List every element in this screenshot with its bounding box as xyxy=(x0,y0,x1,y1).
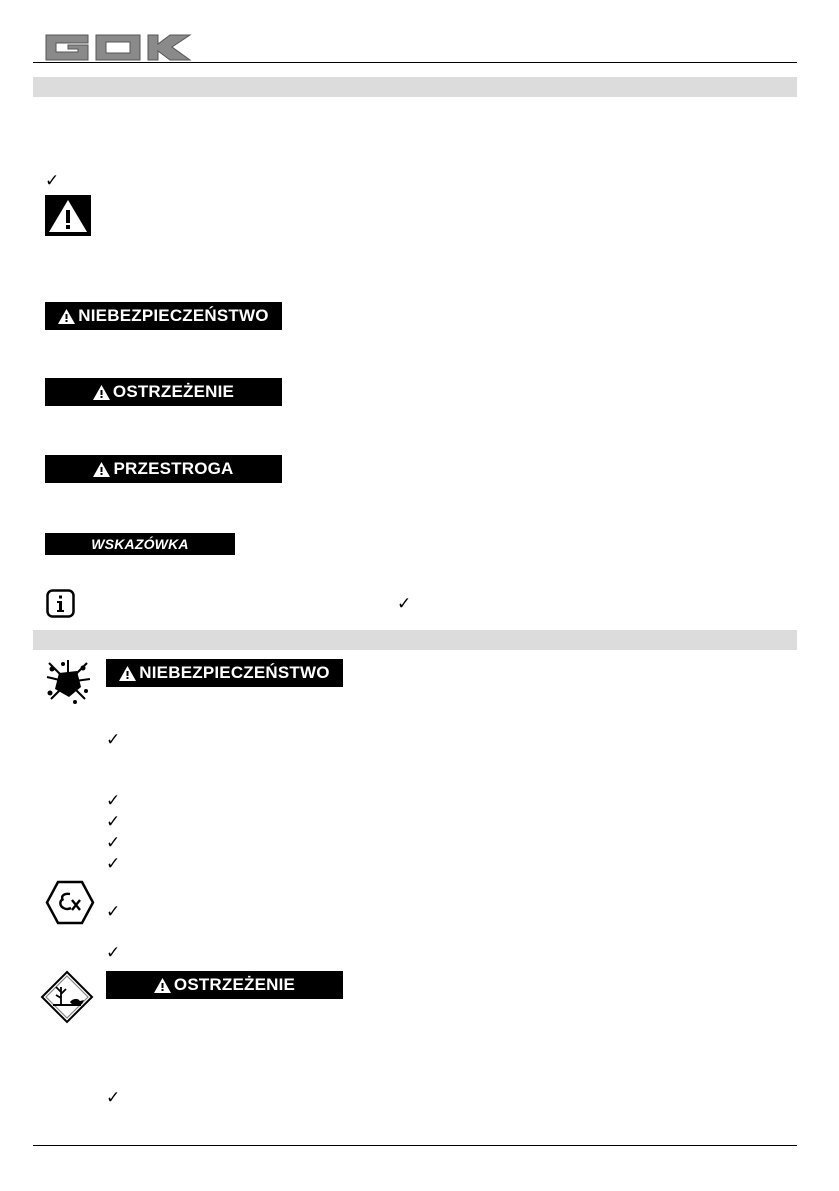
header-rule xyxy=(33,62,797,63)
danger-label xyxy=(106,659,343,687)
notice-label-text: WSKAZÓWKA xyxy=(91,536,189,552)
check-mark: ✓ xyxy=(106,902,121,922)
check-mark: ✓ xyxy=(106,791,121,811)
check-mark: ✓ xyxy=(397,594,412,614)
warning-triangle-icon xyxy=(93,385,110,400)
check-mark: ✓ xyxy=(45,171,60,191)
warning-label-text: OSTRZEŻENIE xyxy=(112,382,235,401)
check-mark: ✓ xyxy=(106,833,121,853)
warning-label xyxy=(106,971,343,999)
section-bar-symbols xyxy=(33,77,797,97)
warning-triangle-icon xyxy=(45,195,91,236)
danger-label-text: NIEBEZPIECZEŃSTWO xyxy=(78,306,269,325)
warning-label-text: OSTRZEŻENIE xyxy=(173,975,296,994)
check-mark: ✓ xyxy=(106,943,121,963)
caution-label-text: PRZESTROGA xyxy=(113,459,234,478)
warning-triangle-icon xyxy=(93,462,110,477)
environment-hazard-icon xyxy=(40,970,94,1024)
caution-label xyxy=(45,455,282,483)
explosive-hazard-icon xyxy=(45,659,91,705)
check-mark: ✓ xyxy=(106,730,121,750)
danger-label xyxy=(45,302,282,330)
warning-triangle-icon xyxy=(58,309,75,324)
check-mark: ✓ xyxy=(106,854,121,874)
warning-triangle-icon xyxy=(154,978,171,993)
check-mark: ✓ xyxy=(106,812,121,832)
warning-label xyxy=(45,378,282,406)
section-bar-safety xyxy=(33,630,797,650)
warning-triangle-icon xyxy=(119,666,136,681)
ex-atex-icon xyxy=(45,880,95,925)
notice-label xyxy=(45,533,235,555)
check-mark: ✓ xyxy=(106,1088,121,1108)
danger-label-text: NIEBEZPIECZEŃSTWO xyxy=(139,663,330,682)
info-icon xyxy=(46,589,75,618)
gok-logo xyxy=(44,32,194,62)
footer-rule xyxy=(33,1145,797,1146)
